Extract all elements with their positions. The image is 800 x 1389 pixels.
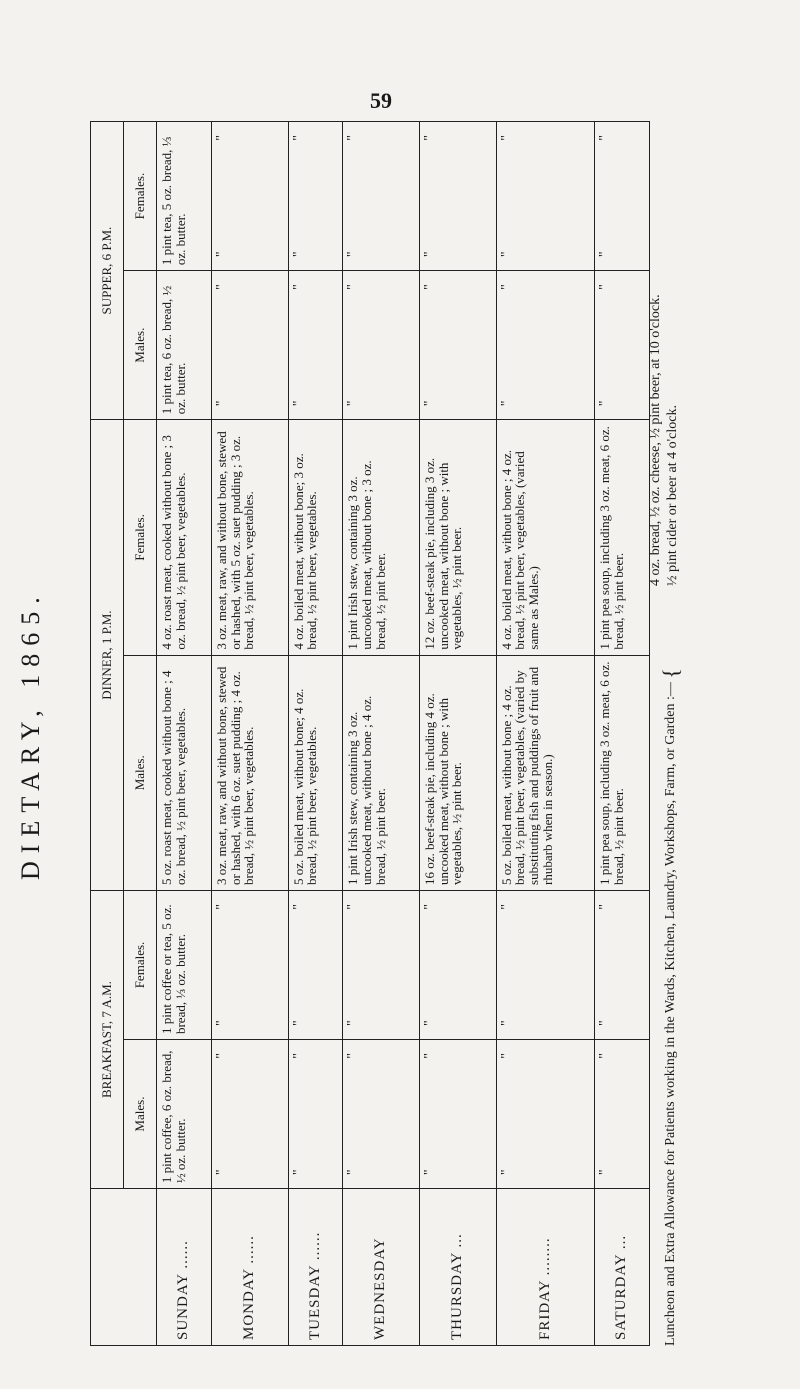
ditto-mark: " bbox=[213, 284, 229, 290]
supper-females-ditto bbox=[211, 122, 288, 271]
breakfast-males-cell: 1 pint coffee, 6 oz. bread, ½ oz. butter. bbox=[157, 1040, 212, 1189]
ditto-mark: " bbox=[290, 903, 306, 910]
dinner-males-cell: 5 oz. roast meat, cooked without bone ; 4 oz. bread, ½ pint beer, vegetables. bbox=[157, 655, 212, 890]
supper-females-cell: 1 pint tea, 5 oz. bread, ⅓ oz. butter. bbox=[157, 122, 212, 271]
table-row bbox=[496, 122, 594, 1346]
breakfast-females-ditto bbox=[211, 890, 288, 1039]
ditto-mark: " bbox=[290, 135, 306, 141]
dinner-males-cell: 1 pint pea soup, including 3 oz. meat, 6 oz. bread, ½ pint beer. bbox=[595, 655, 650, 890]
day-cell: SUNDAY ...... bbox=[157, 1189, 212, 1346]
ditto-mark: " bbox=[422, 251, 437, 258]
dietary-table bbox=[90, 121, 650, 1346]
breakfast-females-header: Females. bbox=[124, 890, 157, 1039]
breakfast-females-ditto bbox=[420, 890, 497, 1039]
supper-males-ditto bbox=[343, 271, 420, 420]
brace-icon: { bbox=[658, 668, 683, 679]
dinner-males-cell: 16 oz. beef-steak pie, including 4 oz. uncooked meat, without bone ; with vegetables, ½ pint beer. bbox=[420, 655, 497, 890]
ditto-mark: " bbox=[498, 135, 514, 141]
ditto-mark: " bbox=[290, 284, 306, 290]
ditto-mark: " bbox=[498, 284, 514, 290]
ditto-mark: " bbox=[422, 1169, 437, 1176]
ditto-mark: " bbox=[498, 1169, 514, 1176]
breakfast-females-ditto bbox=[496, 890, 594, 1039]
ditto-mark: " bbox=[213, 903, 229, 910]
ditto-mark: " bbox=[597, 1053, 613, 1059]
supper-males-ditto bbox=[496, 271, 594, 420]
breakfast-females-ditto bbox=[288, 890, 343, 1039]
ditto-mark: " bbox=[290, 400, 306, 407]
breakfast-header: BREAKFAST, 7 A.M. bbox=[91, 890, 124, 1188]
supper-males-ditto bbox=[288, 271, 343, 420]
ditto-mark: " bbox=[345, 135, 361, 141]
ditto-mark: " bbox=[597, 1020, 613, 1027]
day-cell: FRIDAY ........ bbox=[496, 1189, 594, 1346]
supper-males-ditto bbox=[211, 271, 288, 420]
supper-females-ditto bbox=[343, 122, 420, 271]
breakfast-males-ditto bbox=[420, 1040, 497, 1189]
ditto-mark: " bbox=[498, 251, 514, 258]
footnote-line-2: ½ pint cider or beer at 4 o'clock. bbox=[665, 405, 680, 586]
ditto-mark: " bbox=[213, 1169, 229, 1176]
breakfast-females-ditto bbox=[595, 890, 650, 1039]
footnote-line-1: 4 oz. bread, ½ oz. cheese, ½ pint beer, at 10 o'clock. bbox=[647, 294, 663, 586]
page-title: DIETARY, 1865. bbox=[16, 589, 45, 880]
ditto-mark: " bbox=[290, 251, 306, 258]
ditto-mark: " bbox=[422, 1053, 437, 1059]
ditto-mark: " bbox=[290, 1020, 306, 1027]
table-row bbox=[420, 122, 497, 1346]
ditto-mark: " bbox=[498, 1053, 514, 1059]
ditto-mark: " bbox=[213, 1020, 229, 1027]
ditto-mark: " bbox=[213, 400, 229, 407]
ditto-mark: " bbox=[345, 1053, 361, 1059]
day-cell: SATURDAY ... bbox=[595, 1189, 650, 1346]
table-row bbox=[157, 122, 212, 1346]
dinner-females-cell: 4 oz. boiled meat, without bone ; 4 oz. bread, ½ pint beer, vegetables, (varied same as Males.) bbox=[496, 420, 594, 655]
supper-females-ditto bbox=[288, 122, 343, 271]
day-cell: WEDNESDAY bbox=[343, 1189, 420, 1346]
ditto-mark: " bbox=[213, 251, 229, 258]
ditto-mark: " bbox=[422, 135, 437, 141]
day-header-blank bbox=[91, 1189, 157, 1346]
day-cell: TUESDAY ...... bbox=[288, 1189, 343, 1346]
table-row bbox=[343, 122, 420, 1346]
ditto-mark: " bbox=[597, 903, 613, 910]
ditto-mark: " bbox=[345, 400, 361, 407]
supper-males-ditto bbox=[420, 271, 497, 420]
breakfast-males-ditto bbox=[595, 1040, 650, 1189]
ditto-mark: " bbox=[422, 903, 437, 910]
table-row bbox=[288, 122, 343, 1346]
dinner-males-header: Males. bbox=[124, 655, 157, 890]
ditto-mark: " bbox=[345, 251, 361, 258]
supper-females-ditto bbox=[420, 122, 497, 271]
ditto-mark: " bbox=[597, 284, 613, 290]
table-body bbox=[157, 122, 650, 1346]
breakfast-females-ditto bbox=[343, 890, 420, 1039]
dinner-females-cell: 1 pint Irish stew, containing 3 oz. uncooked meat, without bone ; 3 oz. bread, ½ pint beer. bbox=[343, 420, 420, 655]
breakfast-males-header: Males. bbox=[124, 1040, 157, 1189]
dinner-females-cell: 1 pint pea soup, including 3 oz. meat, 6 oz. bread, ½ pint beer. bbox=[595, 420, 650, 655]
day-cell: THURSDAY ... bbox=[420, 1189, 497, 1346]
ditto-mark: " bbox=[345, 1020, 361, 1027]
dinner-females-header: Females. bbox=[124, 420, 157, 655]
ditto-mark: " bbox=[422, 284, 437, 290]
ditto-mark: " bbox=[498, 903, 514, 910]
ditto-mark: " bbox=[597, 251, 613, 258]
ditto-mark: " bbox=[290, 1053, 306, 1059]
ditto-mark: " bbox=[422, 1020, 437, 1027]
supper-males-header: Males. bbox=[124, 271, 157, 420]
ditto-mark: " bbox=[498, 400, 514, 407]
ditto-mark: " bbox=[213, 1053, 229, 1059]
ditto-mark: " bbox=[345, 284, 361, 290]
dinner-males-cell: 3 oz. meat, raw, and without bone, stewed or hashed, with 6 oz. suet pudding ; 4 oz. bread, ½ pint beer, vegetables. bbox=[211, 655, 288, 890]
dinner-females-cell: 4 oz. roast meat, cooked without bone ; 3 oz. bread, ½ pint beer, vegetables. bbox=[157, 420, 212, 655]
ditto-mark: " bbox=[422, 400, 437, 407]
supper-males-ditto bbox=[595, 271, 650, 420]
ditto-mark: " bbox=[597, 135, 613, 141]
ditto-mark: " bbox=[498, 1020, 514, 1027]
supper-females-ditto bbox=[595, 122, 650, 271]
day-cell: MONDAY ...... bbox=[211, 1189, 288, 1346]
ditto-mark: " bbox=[597, 400, 613, 407]
dinner-males-cell: 1 pint Irish stew, containing 3 oz. uncooked meat, without bone ; 4 oz. bread, ½ pint beer. bbox=[343, 655, 420, 890]
dinner-females-cell: 4 oz. boiled meat, without bone; 3 oz. bread, ½ pint beer, vegetables. bbox=[288, 420, 343, 655]
supper-males-cell: 1 pint tea, 6 oz. bread, ½ oz. butter. bbox=[157, 271, 212, 420]
ditto-mark: " bbox=[345, 903, 361, 910]
table-row bbox=[211, 122, 288, 1346]
ditto-mark: " bbox=[213, 135, 229, 141]
footnote-left: Luncheon and Extra Allowance for Patients working in the Wards, Kitchen, Laundry, Workshops, Farm, or Garden :— bbox=[662, 682, 678, 1346]
breakfast-males-ditto bbox=[288, 1040, 343, 1189]
supper-females-ditto bbox=[496, 122, 594, 271]
ditto-mark: " bbox=[290, 1169, 306, 1176]
ditto-mark: " bbox=[597, 1169, 613, 1176]
page-number: 59 bbox=[370, 88, 392, 113]
dinner-header: DINNER, 1 P.M. bbox=[91, 420, 124, 891]
breakfast-males-ditto bbox=[211, 1040, 288, 1189]
breakfast-males-ditto bbox=[496, 1040, 594, 1189]
ditto-mark: " bbox=[345, 1169, 361, 1176]
breakfast-males-ditto bbox=[343, 1040, 420, 1189]
dinner-males-cell: 5 oz. boiled meat, without bone ; 4 oz. bread, ½ pint beer, vegetables, (varied by substituting fish and puddings of fruit and rhubarb when in season.) bbox=[496, 655, 594, 890]
dinner-males-cell: 5 oz. boiled meat, without bone; 4 oz. bread, ½ pint beer, vegetables. bbox=[288, 655, 343, 890]
breakfast-females-cell: 1 pint coffee or tea, 5 oz. bread, ⅓ oz. butter. bbox=[157, 890, 212, 1039]
supper-header: SUPPER, 6 P.M. bbox=[91, 122, 124, 420]
dinner-females-cell: 3 oz. meat, raw, and without bone, stewed or hashed, with 5 oz. suet pudding ; 3 oz. bread, ½ pint beer, vegetables. bbox=[211, 420, 288, 655]
dinner-females-cell: 12 oz. beef-steak pie, including 3 oz. uncooked meat, without bone ; with vegetables, ½ pint beer. bbox=[420, 420, 497, 655]
supper-females-header: Females. bbox=[124, 122, 157, 271]
table-row bbox=[595, 122, 650, 1346]
footnote bbox=[647, 121, 737, 1346]
